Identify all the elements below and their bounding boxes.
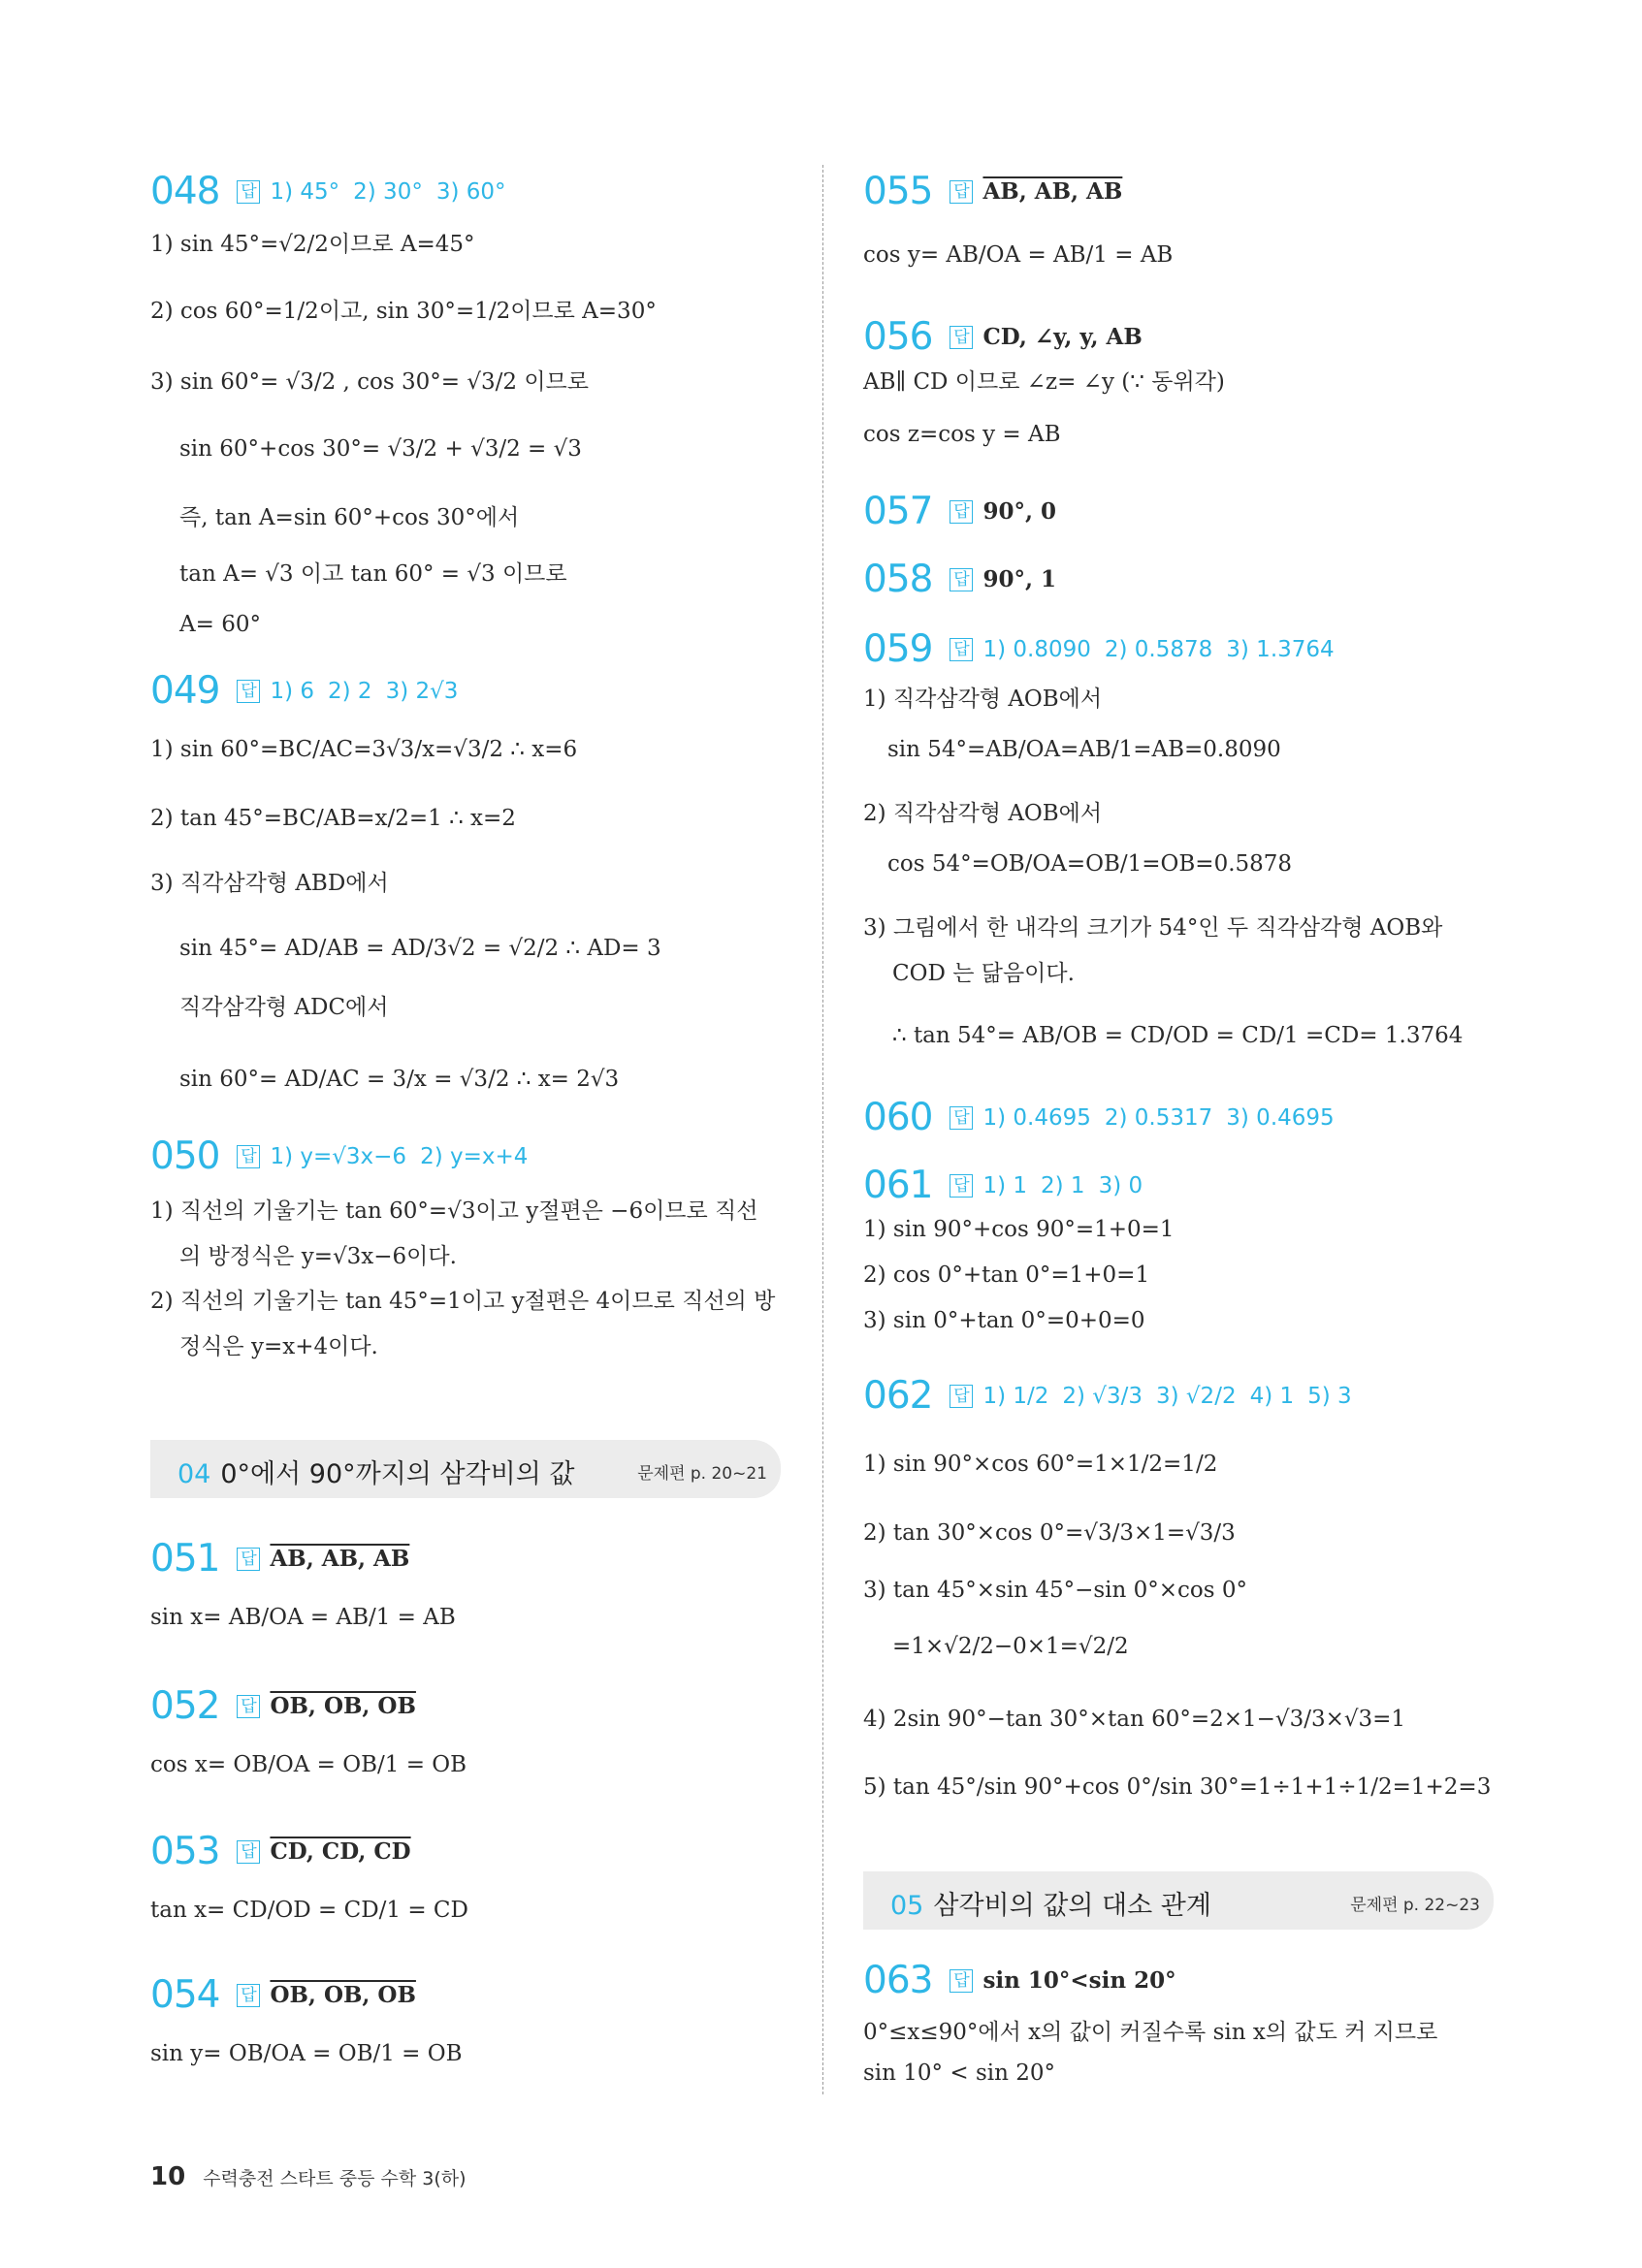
problem-number: 054 xyxy=(150,1973,220,2017)
problem-048 xyxy=(150,170,781,213)
solution-line: 5) tan 45°/sin 90°+cos 0°/sin 30°=1÷1+1÷1/2=1+2=3 xyxy=(863,1774,1492,1800)
solution-line: =1×√2/2−0×1=√2/2 xyxy=(892,1634,1129,1659)
section-page-ref: 문제편 p. 20~21 xyxy=(637,1464,767,1484)
column-divider xyxy=(822,165,823,2094)
problem-060 xyxy=(863,1096,1508,1139)
answer-part: 4) 1 xyxy=(1249,1384,1295,1409)
section-title-text: 삼각비의 값의 대소 관계 xyxy=(933,1891,1211,1921)
section-header-05 xyxy=(863,1871,1494,1930)
answer: sin 10°<sin 20° xyxy=(982,1967,1176,1994)
section-title xyxy=(890,1884,1211,1922)
solution-line: sin 60°= AD/AC = 3/x = √3/2 ∴ x= 2√3 xyxy=(179,1067,620,1092)
problem-063 xyxy=(863,1959,1508,2002)
solution-line: 1) 직각삼각형 AOB에서 xyxy=(863,687,1103,712)
answer-badge: 답 xyxy=(237,1145,260,1168)
solution-line: sin 10° < sin 20° xyxy=(863,2060,1055,2086)
solution-line: COD 는 닮음이다. xyxy=(892,961,1075,986)
answer-part: 3) √2/2 xyxy=(1155,1384,1237,1409)
solution-line: 3) 그림에서 한 내각의 크기가 54°인 두 직각삼각형 AOB와 xyxy=(863,915,1443,941)
answer-badge: 답 xyxy=(950,500,973,524)
answer-part: 2) y=x+4 xyxy=(420,1144,529,1169)
answer-part: 2) √3/3 xyxy=(1062,1384,1143,1409)
solution-line: A= 60° xyxy=(179,612,261,637)
problem-062 xyxy=(863,1374,1508,1418)
problem-number: 052 xyxy=(150,1684,220,1728)
solution-line: tan A= √3 이고 tan 60° = √3 이므로 xyxy=(179,561,567,587)
solution-line: 3) tan 45°×sin 45°−sin 0°×cos 0° xyxy=(863,1578,1248,1603)
solution-line: 1) sin 60°=BC/AC=3√3/x=√3/2 ∴ x=6 xyxy=(150,737,578,762)
problem-number: 058 xyxy=(863,558,933,601)
answer xyxy=(270,178,505,205)
answer xyxy=(982,1172,1143,1198)
solution-line: sin 54°=AB/OA=AB/1=AB=0.8090 xyxy=(887,737,1281,762)
answer-part: 3) 60° xyxy=(435,179,506,205)
problem-number: 060 xyxy=(863,1096,933,1139)
answer: OB, OB, OB xyxy=(270,1693,416,1719)
answer-part: 2) 2 xyxy=(328,679,372,704)
answer-badge: 답 xyxy=(950,1106,973,1130)
answer-badge: 답 xyxy=(237,1840,260,1864)
answer-badge: 답 xyxy=(237,1984,260,2007)
answer-part: 2) 0.5878 xyxy=(1104,637,1213,662)
solution-line: 1) 직선의 기울기는 tan 60°=√3이고 y절편은 −6이므로 직선 xyxy=(150,1198,758,1224)
answer-part: 3) 2√3 xyxy=(385,679,459,704)
solution-line: 0°≤x≤90°에서 x의 값이 커질수록 sin x의 값도 커 지므로 xyxy=(863,2020,1438,2045)
problem-061 xyxy=(863,1164,1508,1207)
answer: OB, OB, OB xyxy=(270,1982,416,2008)
solution-line: 2) tan 45°=BC/AB=x/2=1 ∴ x=2 xyxy=(150,806,516,831)
solution-line: cos x= OB/OA = OB/1 = OB xyxy=(150,1752,467,1777)
problem-number: 057 xyxy=(863,490,933,533)
answer-badge: 답 xyxy=(950,638,973,661)
answer-part: 2) 1 xyxy=(1041,1173,1085,1198)
answer-part: 5) 3 xyxy=(1307,1384,1352,1409)
answer-part: 2) 30° xyxy=(353,179,423,205)
answer-part: 3) 0.4695 xyxy=(1226,1105,1335,1131)
answer-badge: 답 xyxy=(950,180,973,204)
answer xyxy=(982,1383,1351,1409)
answer-part: 1) 45° xyxy=(270,179,340,205)
problem-050 xyxy=(150,1134,781,1178)
problem-number: 056 xyxy=(863,315,933,359)
problem-number: 049 xyxy=(150,669,220,713)
problem-number: 053 xyxy=(150,1830,220,1873)
solution-line: 정식은 y=x+4이다. xyxy=(179,1334,378,1359)
answer xyxy=(270,1143,528,1169)
answer: 90°, 0 xyxy=(982,498,1056,525)
solution-line: sin y= OB/OA = OB/1 = OB xyxy=(150,2041,463,2066)
solution-line: 2) cos 60°=1/2이고, sin 30°=1/2이므로 A=30° xyxy=(150,299,657,324)
problem-number: 050 xyxy=(150,1134,220,1178)
problem-056 xyxy=(863,315,1508,359)
problem-number: 062 xyxy=(863,1374,933,1418)
answer-part: 3) 0 xyxy=(1098,1173,1143,1198)
problem-052 xyxy=(150,1684,781,1728)
solution-line: 2) cos 0°+tan 0°=1+0=1 xyxy=(863,1262,1150,1288)
solution-line: 2) 직선의 기울기는 tan 45°=1이고 y절편은 4이므로 직선의 방 xyxy=(150,1289,776,1314)
problem-number: 061 xyxy=(863,1164,933,1207)
solution-line: 3) 직각삼각형 ABD에서 xyxy=(150,871,389,896)
answer xyxy=(982,1104,1334,1131)
answer-badge: 답 xyxy=(950,1969,973,1993)
problem-051 xyxy=(150,1537,781,1581)
problem-054 xyxy=(150,1973,781,2017)
section-title-text: 0°에서 90°까지의 삼각비의 값 xyxy=(220,1459,575,1489)
answer: 90°, 1 xyxy=(982,566,1056,592)
answer xyxy=(982,636,1334,662)
answer: CD, CD, CD xyxy=(270,1838,411,1865)
solution-line: sin x= AB/OA = AB/1 = AB xyxy=(150,1605,456,1630)
solution-line: 2) 직각삼각형 AOB에서 xyxy=(863,801,1103,826)
solution-line: 3) sin 60°= √3/2 , cos 30°= √3/2 이므로 xyxy=(150,369,589,395)
problem-055 xyxy=(863,170,1508,213)
solution-line: AB∥ CD 이므로 ∠z= ∠y (∵ 동위각) xyxy=(863,369,1225,395)
solution-line: 1) sin 90°×cos 60°=1×1/2=1/2 xyxy=(863,1452,1218,1477)
page-number: 10 xyxy=(150,2162,186,2191)
solution-line: cos z=cos y = AB xyxy=(863,422,1061,447)
solution-line: 4) 2sin 90°−tan 30°×tan 60°=2×1−√3/3×√3=1 xyxy=(863,1707,1406,1732)
solution-line: 의 방정식은 y=√3x−6이다. xyxy=(179,1244,457,1269)
problem-059 xyxy=(863,627,1508,671)
solution-line: 3) sin 0°+tan 0°=0+0=0 xyxy=(863,1308,1145,1333)
answer-badge: 답 xyxy=(950,326,973,349)
answer-part: 1) y=√3x−6 xyxy=(270,1144,407,1169)
problem-number: 055 xyxy=(863,170,933,213)
problem-number: 059 xyxy=(863,627,933,671)
solution-line: 즉, tan A=sin 60°+cos 30°에서 xyxy=(179,505,520,530)
answer-part: 1) 0.8090 xyxy=(982,637,1091,662)
solution-line: tan x= CD/OD = CD/1 = CD xyxy=(150,1898,468,1923)
answer xyxy=(270,678,458,704)
book-title: 수력충전 스타트 중등 수학 3(하) xyxy=(203,2168,467,2189)
solution-line: 1) sin 90°+cos 90°=1+0=1 xyxy=(863,1217,1175,1242)
section-number: 05 xyxy=(890,1891,924,1921)
solution-line: cos 54°=OB/OA=OB/1=OB=0.5878 xyxy=(887,851,1293,877)
problem-057 xyxy=(863,490,1508,533)
answer-badge: 답 xyxy=(237,1695,260,1718)
answer-part: 3) 1.3764 xyxy=(1226,637,1335,662)
solution-line: cos y= AB/OA = AB/1 = AB xyxy=(863,242,1174,268)
answer: AB, AB, AB xyxy=(982,178,1123,205)
solution-line: 직각삼각형 ADC에서 xyxy=(179,995,389,1020)
section-title xyxy=(177,1453,574,1490)
solution-line: 2) tan 30°×cos 0°=√3/3×1=√3/3 xyxy=(863,1520,1236,1546)
answer-badge: 답 xyxy=(950,1174,973,1198)
answer-part: 1) 6 xyxy=(270,679,315,704)
answer-badge: 답 xyxy=(237,180,260,204)
problem-058 xyxy=(863,558,1508,601)
answer-part: 1) 0.4695 xyxy=(982,1105,1091,1131)
answer-part: 1) 1 xyxy=(982,1173,1028,1198)
solution-line: sin 45°= AD/AB = AD/3√2 = √2/2 ∴ AD= 3 xyxy=(179,936,661,961)
page-footer xyxy=(150,2162,467,2191)
problem-number: 063 xyxy=(863,1959,933,2002)
answer-badge: 답 xyxy=(950,568,973,591)
section-number: 04 xyxy=(177,1459,211,1489)
section-header-04 xyxy=(150,1440,781,1498)
section-page-ref: 문제편 p. 22~23 xyxy=(1350,1896,1480,1915)
answer-part: 1) 1/2 xyxy=(982,1384,1049,1409)
answer-badge: 답 xyxy=(950,1385,973,1408)
solution-line: sin 60°+cos 30°= √3/2 + √3/2 = √3 xyxy=(179,436,582,462)
problem-053 xyxy=(150,1830,781,1873)
answer: CD, ∠y, y, AB xyxy=(982,324,1143,350)
answer-part: 2) 0.5317 xyxy=(1104,1105,1213,1131)
answer-badge: 답 xyxy=(237,680,260,703)
answer-badge: 답 xyxy=(237,1548,260,1571)
solution-line: 1) sin 45°=√2/2이므로 A=45° xyxy=(150,232,475,257)
problem-number: 051 xyxy=(150,1537,220,1581)
solution-line: ∴ tan 54°= AB/OB = CD/OD = CD/1 =CD= 1.3764 xyxy=(892,1023,1464,1048)
problem-049 xyxy=(150,669,781,713)
problem-number: 048 xyxy=(150,170,220,213)
answer: AB, AB, AB xyxy=(270,1546,410,1572)
